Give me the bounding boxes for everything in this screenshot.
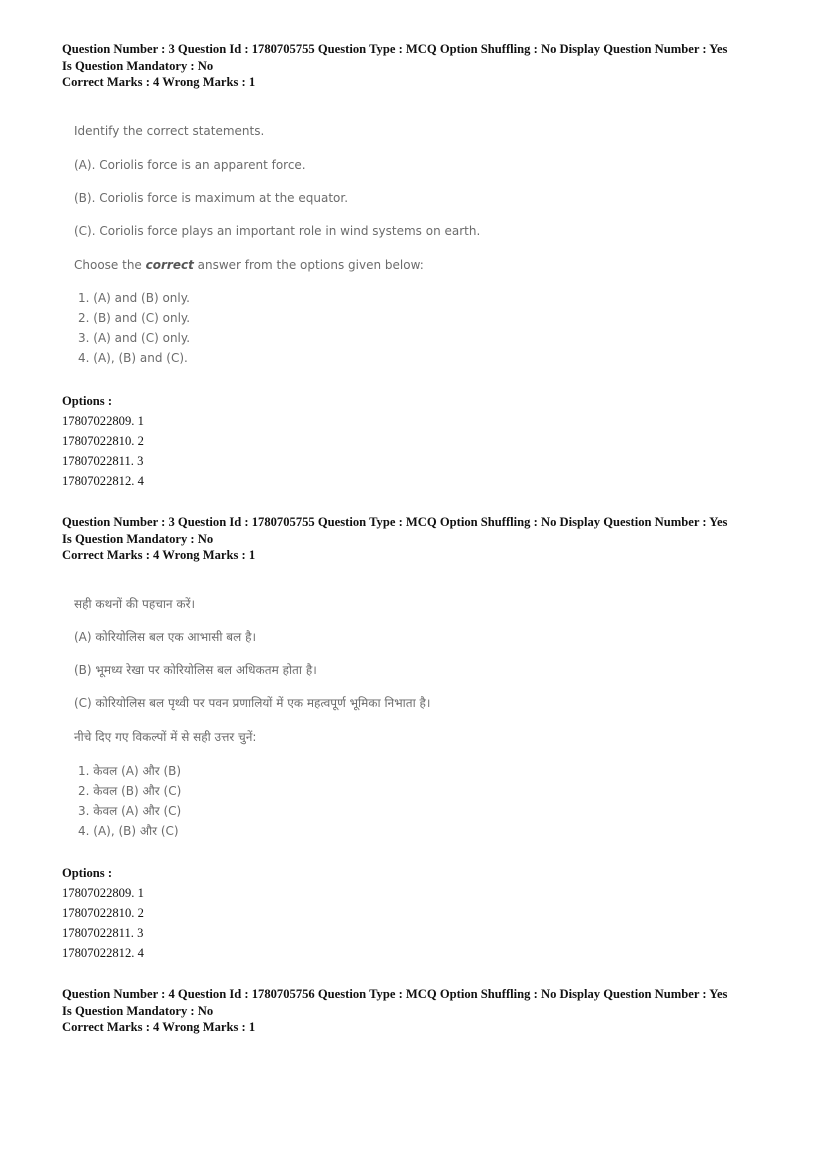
question-stem: Identify the correct statements. [74, 124, 265, 138]
option-id: 17807022812. 4 [62, 474, 144, 488]
option-id: 17807022810. 2 [62, 434, 144, 448]
statement-c: (C) कोरियोलिस बल पृथ्वी पर पवन प्रणालियों में एक महत्वपूर्ण भूमिका निभाता है। [74, 696, 431, 710]
answer-option: 3. (A) and (C) only. [78, 331, 191, 345]
question-meta-line: Question Number : 3 Question Id : 1780705755 Question Type : MCQ Option Shuffling : No Display Question Number : Yes [62, 42, 728, 56]
answer-option: 2. केवल (B) और (C) [78, 784, 182, 798]
option-id: 17807022811. 3 [62, 454, 144, 468]
options-label: Options : [62, 394, 113, 408]
choose-text-emphasis: correct [145, 258, 194, 272]
answer-option: 1. (A) and (B) only. [78, 291, 190, 305]
statement-c: (C). Coriolis force plays an important role in wind systems on earth. [74, 224, 481, 238]
options-list-2 [62, 864, 144, 963]
option-id: 17807022811. 3 [62, 926, 144, 940]
answer-option: 4. (A), (B) और (C) [78, 824, 179, 838]
question-mandatory-line: Is Question Mandatory : No [62, 1003, 214, 1018]
choose-instruction [74, 258, 424, 272]
choose-instruction: नीचे दिए गए विकल्पों में से सही उत्तर चुनें: [74, 730, 257, 744]
question-stem: सही कथनों की पहचान करें। [74, 597, 196, 611]
marks-line: Correct Marks : 4 Wrong Marks : 1 [62, 548, 256, 562]
question-meta-2 [62, 514, 774, 564]
question-meta-line: Question Number : 4 Question Id : 1780705756 Question Type : MCQ Option Shuffling : No Display Question Number : Yes [62, 987, 728, 1001]
answer-option: 4. (A), (B) and (C). [78, 351, 188, 365]
statement-a: (A). Coriolis force is an apparent force. [74, 158, 306, 172]
answer-option: 1. केवल (A) और (B) [78, 764, 182, 778]
question-mandatory-line: Is Question Mandatory : No [62, 531, 214, 546]
question-meta-3 [62, 986, 774, 1036]
choose-text-pre: Choose the [74, 258, 146, 272]
option-id: 17807022809. 1 [62, 886, 144, 900]
option-id: 17807022809. 1 [62, 414, 144, 428]
statement-b: (B) भूमध्य रेखा पर कोरियोलिस बल अधिकतम होता है। [74, 663, 317, 677]
statement-b: (B). Coriolis force is maximum at the equator. [74, 191, 349, 205]
statement-a: (A) कोरियोलिस बल एक आभासी बल है। [74, 630, 256, 644]
choose-text-post: answer from the options given below: [193, 258, 424, 272]
answer-option: 2. (B) and (C) only. [78, 311, 191, 325]
option-id: 17807022810. 2 [62, 906, 144, 920]
question-mandatory-line: Is Question Mandatory : No [62, 58, 214, 73]
options-label: Options : [62, 866, 113, 880]
question-meta-line: Question Number : 3 Question Id : 1780705755 Question Type : MCQ Option Shuffling : No Display Question Number : Yes [62, 515, 728, 529]
answer-option: 3. केवल (A) और (C) [78, 804, 182, 818]
option-id: 17807022812. 4 [62, 946, 144, 960]
marks-line: Correct Marks : 4 Wrong Marks : 1 [62, 1020, 256, 1034]
question-image-hindi [62, 592, 562, 842]
question-meta-1 [62, 41, 774, 91]
options-list-1 [62, 392, 144, 491]
marks-line: Correct Marks : 4 Wrong Marks : 1 [62, 75, 256, 89]
question-image-english [62, 120, 562, 370]
